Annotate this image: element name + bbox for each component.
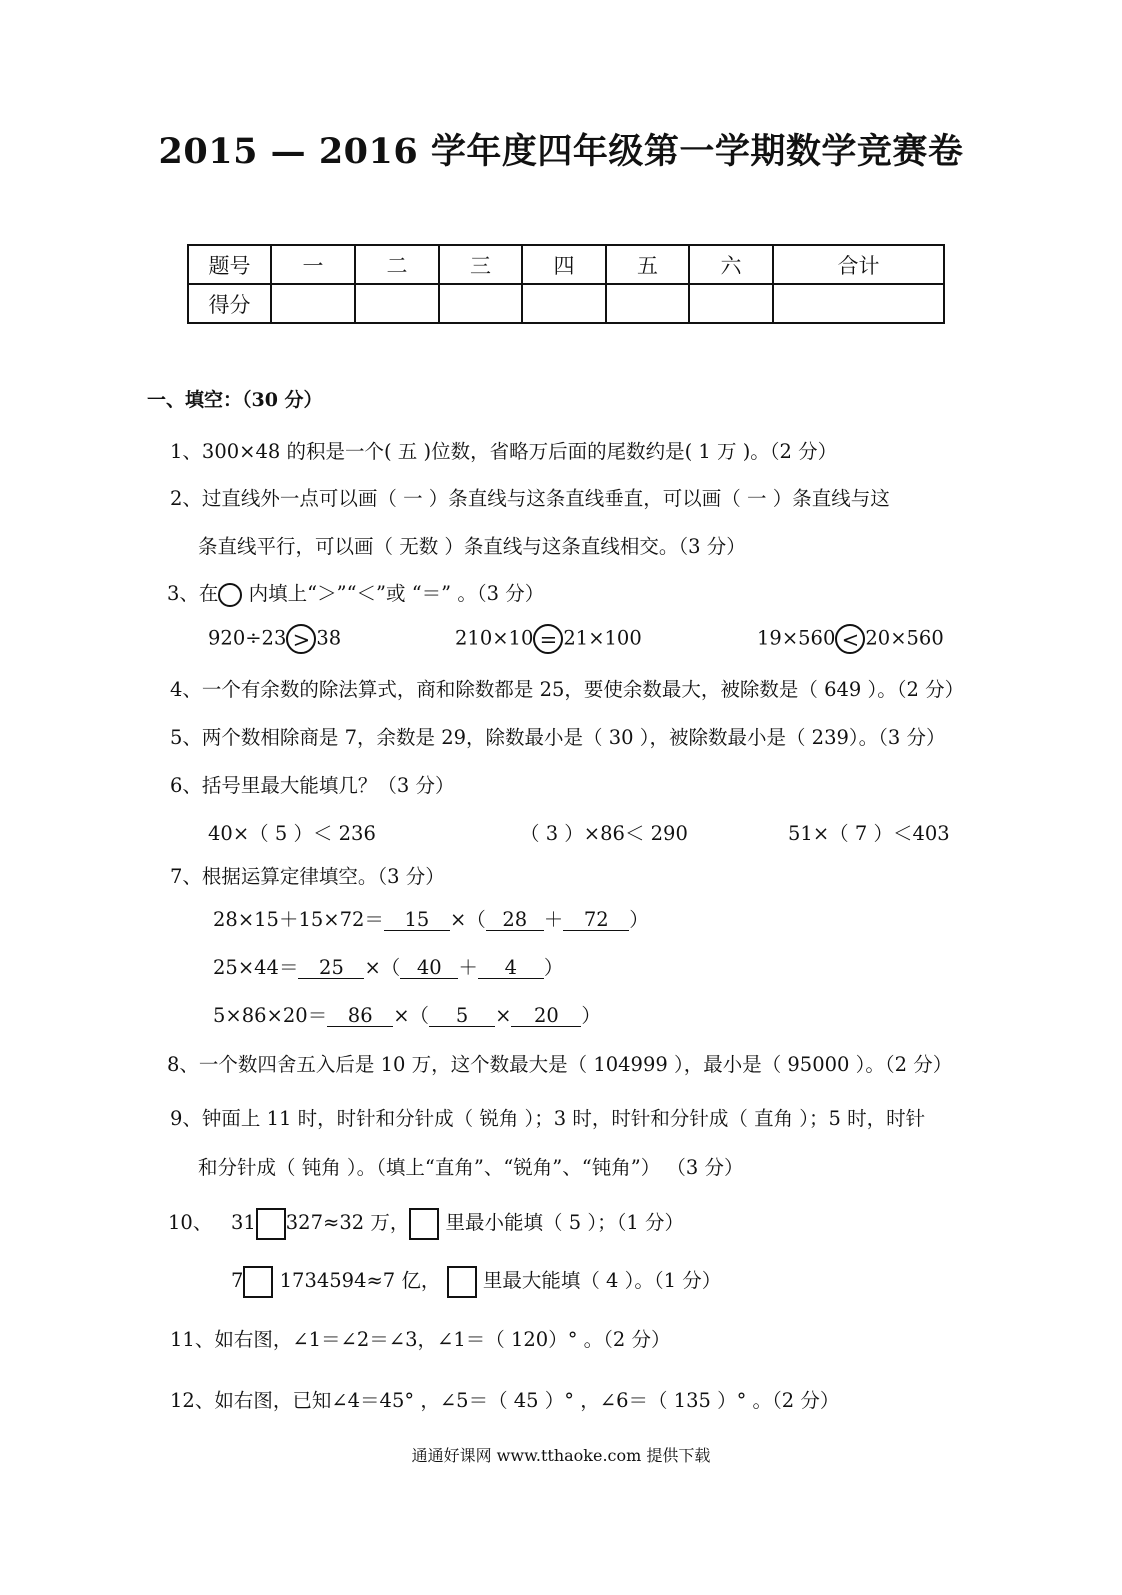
question-5: 5、两个数相除商是 7，余数是 29，除数最小是（ 30 ），被除数最小是（ 239）。（3 分） (170, 726, 946, 749)
question-4: 4、一个有余数的除法算式，商和除数都是 25，要使余数最大，被除数是（ 649 ）。（2 分） (170, 678, 965, 701)
expr: ×（ (393, 1004, 430, 1027)
compare-left: 210×10 (455, 626, 534, 650)
score-cell (689, 284, 773, 323)
question-9-line-1: 9、钟面上 11 时，时针和分针成（ 锐角 ）；3 时，时针和分针成（ 直角 ）；5 时，时针 (170, 1107, 926, 1130)
expr: 1734594≈7 亿， (279, 1269, 441, 1292)
question-2-line-2: 条直线平行，可以画（ 无数 ）条直线与这条直线相交。（3 分） (198, 535, 746, 558)
question-7: 7、根据运算定律填空。（3 分） (170, 865, 445, 888)
expr: 里最小能填（ 5 ）；（1 分） (445, 1211, 684, 1234)
score-cell-total (773, 284, 944, 323)
square-box-icon (243, 1266, 273, 1298)
compare-right: 20×560 (865, 626, 944, 650)
expr: ×（ (364, 956, 401, 979)
compare-item-2 (455, 624, 642, 654)
expr: ） (581, 1004, 601, 1027)
header-cell-6: 六 (689, 245, 773, 284)
footer-source: 通通好课网 www.tthaoke.com 提供下载 (411, 1446, 711, 1465)
blank: 20 (511, 1005, 581, 1027)
question-6-item-3: 51×（ 7 ）＜403 (788, 822, 950, 845)
compare-item-1 (208, 624, 341, 654)
question-3-prefix: 3、在 (167, 582, 219, 605)
square-box-icon (409, 1208, 439, 1240)
blank: 28 (486, 909, 544, 931)
header-cell-3: 三 (439, 245, 522, 284)
question-10-row-2 (231, 1265, 721, 1298)
expr: 28×15＋15×72＝ (213, 908, 384, 931)
circle-icon (218, 583, 242, 607)
compare-item-3 (757, 624, 944, 654)
expr: 31 (230, 1211, 256, 1234)
question-3-instruction: 内填上“＞”“＜”或 “＝” 。（3 分） (248, 582, 545, 605)
compare-left: 920÷23 (208, 626, 287, 650)
expr: ） (543, 956, 564, 979)
blank: 40 (400, 957, 458, 979)
question-number: 10、 (168, 1211, 213, 1234)
question-8: 8、一个数四舍五入后是 10 万，这个数最大是（ 104999 ），最小是（ 95000 ）。（2 分） (167, 1053, 953, 1076)
question-7-row-3 (213, 1000, 601, 1028)
question-6: 6、括号里最大能填几？（3 分） (170, 774, 455, 797)
compare-right: 21×100 (563, 626, 642, 650)
header-cell-5: 五 (606, 245, 689, 284)
question-1: 1、300×48 的积是一个( 五 )位数，省略万后面的尾数约是( 1 万 )。（2 分） (170, 440, 838, 463)
expr: ＋ (458, 956, 478, 979)
question-6-item-2: （ 3 ）×86＜ 290 (520, 822, 688, 845)
header-cell-total: 合计 (773, 245, 944, 284)
header-cell-4: 四 (522, 245, 606, 284)
score-cell (522, 284, 606, 323)
blank: 86 (327, 1005, 393, 1027)
score-cell (271, 284, 355, 323)
exam-title: 2015 — 2016 学年度四年级第一学期数学竞赛卷 (158, 131, 964, 172)
score-table-header-row (188, 245, 944, 284)
blank: 72 (563, 909, 629, 931)
header-cell-label: 题号 (188, 245, 271, 284)
question-6-item-1: 40×（ 5 ）＜ 236 (208, 822, 376, 845)
question-9-line-2: 和分针成（ 钝角 ）。（填上“直角”、“锐角”、“钝角”） （3 分） (198, 1156, 744, 1179)
score-table-score-row (188, 284, 944, 323)
header-cell-1: 一 (271, 245, 355, 284)
question-7-row-2 (213, 952, 563, 980)
compare-circle: < (835, 624, 865, 654)
expr: 5×86×20＝ (213, 1004, 328, 1027)
blank: 4 (478, 957, 544, 979)
question-11: 11、如右图，∠1＝∠2＝∠3，∠1＝（ 120）° 。（2 分） (170, 1328, 671, 1351)
blank: 5 (429, 1005, 495, 1027)
expr: 里最大能填（ 4 ）。（1 分） (482, 1269, 722, 1292)
expr: ×（ (449, 908, 486, 931)
square-box-icon (447, 1266, 477, 1298)
header-cell-2: 二 (355, 245, 439, 284)
score-cell (355, 284, 439, 323)
score-label-cell: 得分 (188, 284, 271, 323)
blank: 15 (384, 909, 450, 931)
question-2-line-1: 2、过直线外一点可以画（ 一 ）条直线与这条直线垂直，可以画（ 一 ）条直线与这 (170, 487, 890, 510)
square-box-icon (256, 1208, 286, 1240)
question-12: 12、如右图，已知∠4＝45° ，∠5＝（ 45 ）° ，∠6＝（ 135 ）° 。（2 分） (170, 1389, 840, 1412)
expr: 25×44＝ (213, 956, 299, 979)
blank: 25 (298, 957, 364, 979)
section-heading: 一、填空：（30 分） (147, 389, 323, 411)
expr: ＋ (543, 908, 564, 931)
score-table (187, 244, 945, 324)
expr: 7 (231, 1269, 244, 1292)
compare-circle: > (286, 624, 316, 654)
score-cell (606, 284, 689, 323)
expr: 327≈32 万， (285, 1211, 410, 1234)
expr: × (495, 1004, 512, 1027)
compare-circle: = (533, 624, 563, 654)
question-3 (167, 578, 544, 607)
compare-right: 38 (316, 626, 342, 650)
score-cell (439, 284, 522, 323)
question-7-row-1 (213, 904, 649, 932)
expr: ） (629, 908, 649, 931)
question-10-row-1 (168, 1207, 684, 1240)
compare-left: 19×560 (757, 626, 836, 650)
